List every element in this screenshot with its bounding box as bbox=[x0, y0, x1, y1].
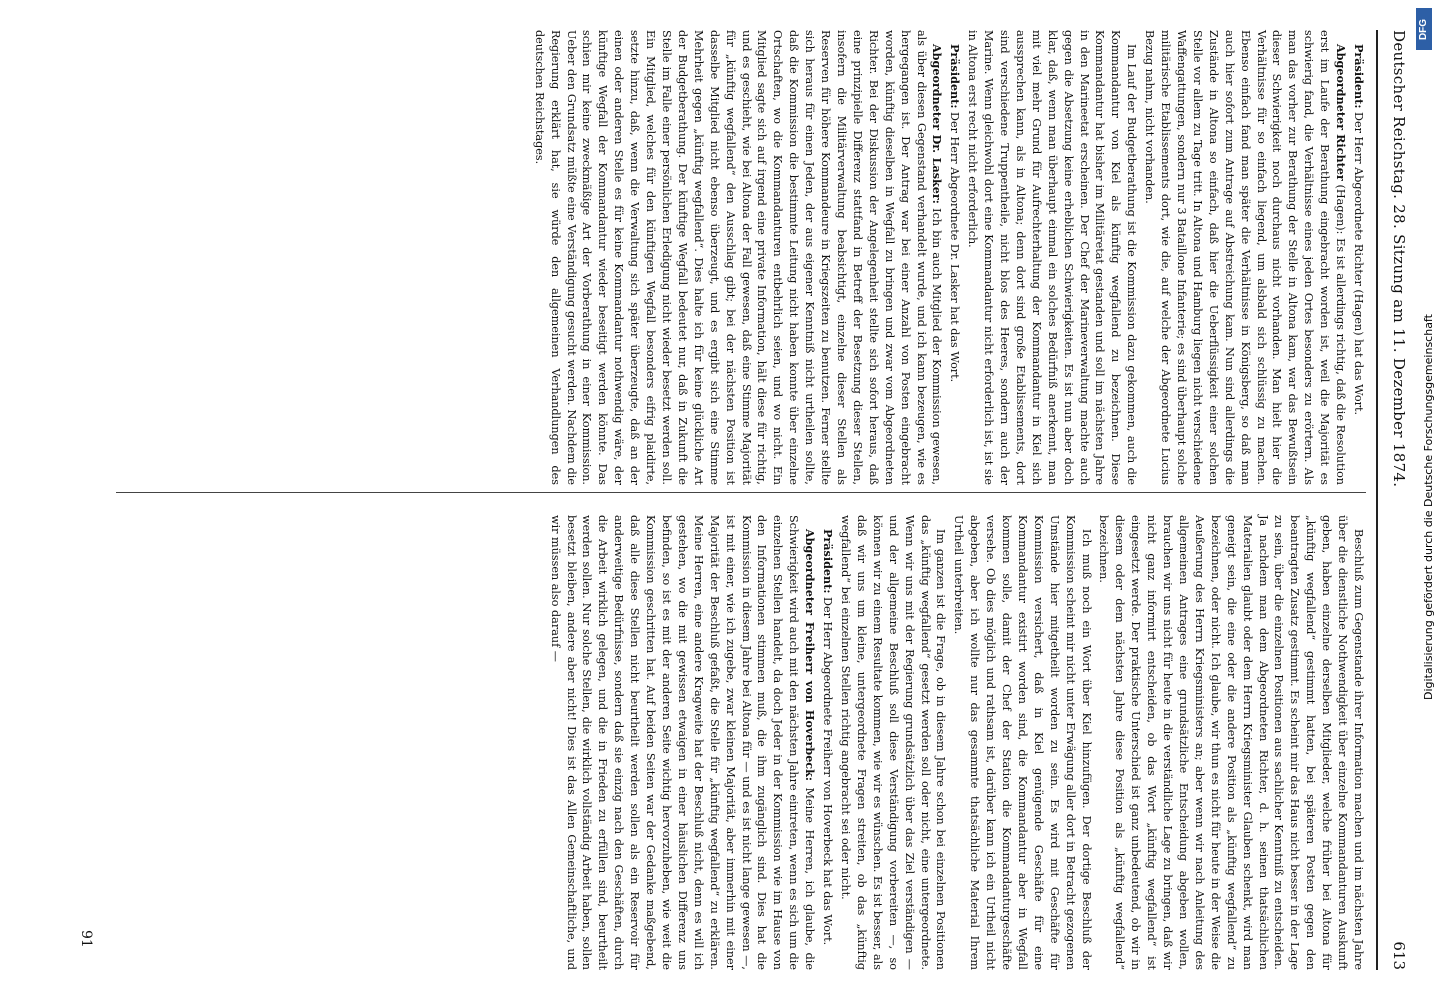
left-column bbox=[106, 30, 1366, 485]
paragraph bbox=[1350, 30, 1366, 485]
paragraph-text: Der Herr Abgeordnete Richter (Hagen) hat das Wort. bbox=[1352, 112, 1365, 416]
paragraph-text: Im ganzen ist die Frage, ob in diesem Jahre schon bei einzelnen Positionen das „künftig wegfallend“ gesetzt werden soll oder nicht, eine untergeordnete. Wenn wir uns mit der Regierung grundsätzlich über das Ziel verständigen — und der allgemeine Beschluß soll diese Verständigung vorbereiten —, so können wir zu einem Resultate kommen, wie wir es wünschen. Es ist besser, als daß wir uns um kleine, untergeordnete Fragen streiten, ob das „künftig wegfallend“ bei einzelnen Stellen richtig angebracht sei oder nicht. bbox=[839, 515, 948, 970]
running-head: Deutscher Reichstag. 28. Sitzung am 11. Dezember 1874. bbox=[1390, 30, 1408, 488]
speaker-name: Präsident: bbox=[821, 529, 836, 594]
paragraph bbox=[964, 30, 1139, 485]
paragraph-text: Der Herr Abgeordnete Freiherr von Hoverbeck hat das Wort. bbox=[821, 597, 835, 946]
paragraph bbox=[547, 515, 817, 970]
speaker-name: Abgeordneter Richter bbox=[1334, 44, 1349, 181]
speaker-name: Präsident: bbox=[948, 44, 963, 109]
paragraph bbox=[837, 515, 948, 970]
header-rule bbox=[1376, 30, 1378, 970]
page-number: 613 bbox=[1390, 941, 1408, 970]
rotated-document-page bbox=[16, 0, 1416, 1000]
paragraph-text: Ich muß noch ein Wort über Kiel hinzufügen. Der dortige Beschluß der Kommission scheint mir nicht unter Erwägung aller dort in Betracht gezogenen Umstände hier mitgetheilt worden zu sein. Es wird mit Geschäfte für Kommission versichert, daß in Kiel genügende Geschäfte für eine Kommandantur existirt worden sind, die Kommandantur aber in Wegfall kommen solle, damit der Chef der Station die Kommandanturgeschäfte versehe. Ob dies möglich und rathsam ist, darüber kann ich ein Urtheil nicht abgeben, aber ich wollte nur das gesammte thatsächliche Material Ihrem Urtheil unterbreiten. bbox=[952, 515, 1093, 970]
speaker-name: Abgeordneter Dr. Lasker: bbox=[930, 44, 945, 204]
dfg-logo: DFG bbox=[1416, 8, 1432, 50]
paragraph bbox=[819, 515, 835, 970]
paragraph-text: (Hagen): Es ist allerdings richtig, daß die Resolution erst im Laufe der Berathung eingebracht worden ist, weil die Majorität es schwierig fand, die Verhältnisse eines jeden Ortes besonders zu erörtern. Als man das vorher zur Berathung der Stelle in Altona kam, war das Bewußtsein dieser Schwierigkeit noch durchaus nicht vorhanden. Man hielt hier die Verhältnisse für so einfach liegend, um alsbald sich schlüssig zu machen. Ebenso einfach fand man später die Verhältnisse in Königsberg, so daß man auch hier sofort zum Antrage auf Abstreichung kam. Nun sind allerdings die Zustände in Altona so einfach, daß hier die Ueberflüssigkeit einer solchen Stelle vor allem zu Tage tritt. In Altona und Hamburg liegen nicht verschiedene Waffengattungen, sondern nur 3 Bataillone Infanterie; es sind überhaupt solche militärische Etablissements dort, wie die, auf welche der Abgeordnete Lucius Bezug nahm, nicht vorhanden. bbox=[1143, 30, 1348, 486]
paragraph bbox=[531, 30, 945, 485]
paragraph-text: Der Herr Abgeordnete Dr. Lasker hat das Wort. bbox=[948, 112, 962, 383]
paragraph-text: Im Lauf der Budgetberathung ist die Kommission dazu gekommen, auch die Kommandantur von Kiel als künftig wegfallend zu bezeichnen. Diese Kommandantur hat bisher im Militäretat gestanden und soll im nächsten Jahre in den Marineetat erscheinen. Der Chef der Marineverwaltung machte auch gegen die Absetzung keine erheblichen Schwierigkeiten. Es ist nun aber doch klar, daß, wenn man überhaupt einmal ein solches Bedürfniß anerkennt, man mit viel mehr Grund für Aufrechterhaltung der Kommandantur in Kiel sich aussprechen kann, als in Altona; denn dort sind große Etablissements, dort sind verschiedene Truppentheile, nicht blos des Heeres, sondern auch der Marine. Wenn gleichwohl dort eine Kommandantur nicht erforderlich ist, ist sie in Altona erst recht nicht erforderlich. bbox=[966, 30, 1139, 485]
paragraph-text: Beschluß zum Gegenstande ihrer Information machen und im nächsten Jahre über die dienstliche Nothwendigkeit über einzelne Kommandanturen Auskunft geben, haben einzelne derselben Mitglieder, welche früher bei Altona für „künftig wegfallend“ gestimmt hatten, bei späteren Posten gegen den beantragten Zusatz gestimmt. Es scheint mir das Haus nicht besser in der Lage zu sein, über die einzelnen Positionen aus sachlicher Kenntniß zu entscheiden. Ja nachdem man dem Abgeordneten Richter, d. h. seinen thatsächlichen Materialien glaubt oder dem Herrn Kriegsminister Glauben schenkt, wird man geneigt sein, die eine oder die andere Position als „künftig wegfallend“ zu bezeichnen, oder nicht. Ich glaube, wir thun es nicht für heute in der Weise die Aeußerung des Herrn Kriegsministers an; aber wenn wir nach Anleitung des allgemeinen Antrages eine grundsätzliche Entscheidung abgeben wollen, brauchen wir uns nicht für heute in die verständliche Lage zu bringen, daß wir nicht ganz informirt entscheiden, ob das Wort „künftig wegfallend“ ist eingesetzt werde. Der praktische Unterschied ist ganz unbedeutend, ob wir in diesem oder dem nächsten Jahre diese Position als „künftig wegfallend“ bezeichnen. bbox=[1097, 515, 1365, 970]
paragraph-text: Ich bin auch Mitglied der Kommission gewesen, als über diesen Gegenstand verhandelt wurde, und ich kann bezeugen, wie es hergegangen ist. Der Antrag war bei einer Anzahl von Posten eingebracht worden, künftig dieselben in Wegfall zu bringen und zwar vom Abgeordneten Richter. Bei der Diskussion der Angelegenheit stellte sich sofort heraus, daß eine prinzipielle Differenz stattfand in Betreff der Besetzung dieser Stellen, insofern die Militärverwaltung beabsichtigt, einzelne dieser Stellen als Reserven für höhere Kommandeure in Kriegszeiten zu benutzen. Ferner stellte sich heraus für einen Jeden, der aus eigener Kenntniß nicht urtheilen sollte, daß die Kommission die bestimmte Leitung nicht haben konnte über einzelne Ortschaften, wo die Kommandanturen entbehrlich seien, und wo nicht. Ein Mitglied sagte sich auf irgend eine private Information, hält diese für richtig, und es geschieht, wie bei Altona der Fall gewesen, daß eine Stimme Majorität für „künftig wegfallend“ den Ausschlag gibt; bei der nächsten Position ist dasselbe Mitglied nicht ebenso überzeugt, und es ergibt sich eine Stimme Mehrheit gegen „künftig wegfallend“. Dies halte ich für keine glückliche Art der Budgetberathung. Der künftige Wegfall bedeutet nur, daß in Zukunft die Stelle im Falle einer persönlichen Erledigung nicht wieder besetzt werden soll. Ein Mitglied, welches für den künftigen Wegfall besonders eifrig plaidirte, setzte hinzu, daß, wenn die Verwaltung sich später überzeugte, daß an der einen oder anderen Stelle es für keine Kommandantur nothwendig wäre, der künftige Wegfall der Kommandantur wieder beseitigt werden könnte. Das schien mir keine zweckmäßige Art der Vorberathung in einer Kommission. Ueber den Grundsatz müßte eine Verständigung gesucht werden. Nachdem die Regierung erklärt hat, sie würde den allgemeinen Verhandlungen des deutschen Reichstages. bbox=[532, 30, 944, 486]
signature-number: 91 bbox=[78, 930, 94, 948]
column-divider bbox=[116, 492, 1366, 493]
paragraph-text: Meine Herren, ich glaube, die Schwierigkeit wird auch mit den nächsten Jahre eintreten, wenn es sich um die einzelnen Stellen handelt, da doch Jeder in der Kommission wie im Hause von den Informationen stimmen muß, die ihm zugänglich sind. Dies hat die Kommission in diesem Jahre bei Altona für — und es ist nicht lange gewesen —, ist mit einer, wie ich zugebe, zwar kleinen Majorität, aber immerhin mit einer Majorität der Beschluß gefaßt, die Stelle für „künftig wegfallend“ zu erklären. Meine Herren, eine andere Kragweite hat der Beschluß nicht, denn es will ich gestehen, wo die mit gewissen etwaigen in einer häuslichen Differenz uns befinden, so ist es mit der anderen Seite wichtig hervorzuheben, wie weit die Kommission geschritten hat. Auf beiden Seiten war der Gedanke maßgebend, daß alle diese Stellen nicht beurtheilt werden sollen als ein Reservoir für anderweitige Bedürfnisse, sondern daß sie einzig nach den Geschäften, durch die Arbeit wirklich gelegen, und die in Frieden zu erfüllen sind, beurtheilt werden sollen. Nur solche Stellen, die wirklich vollständig Arbeit haben, sollen besetzt bleiben, andere aber nicht! Dies ist das Allen Gemeinschaftliche, und wir müssen also darauf — bbox=[548, 515, 817, 971]
paragraph bbox=[950, 515, 1093, 970]
paragraph bbox=[1096, 515, 1366, 970]
speaker-name: Präsident: bbox=[1352, 44, 1366, 109]
page-header bbox=[1376, 30, 1416, 970]
paragraph bbox=[1141, 30, 1348, 485]
speaker-name: Abgeordneter Freiherr von Hoverbeck: bbox=[803, 529, 818, 782]
paragraph bbox=[946, 30, 962, 485]
dfg-notice: Digitalisierung gefördert durch die Deutsche Forschungsgemeinschaft bbox=[1422, 314, 1435, 700]
right-column bbox=[106, 515, 1366, 970]
